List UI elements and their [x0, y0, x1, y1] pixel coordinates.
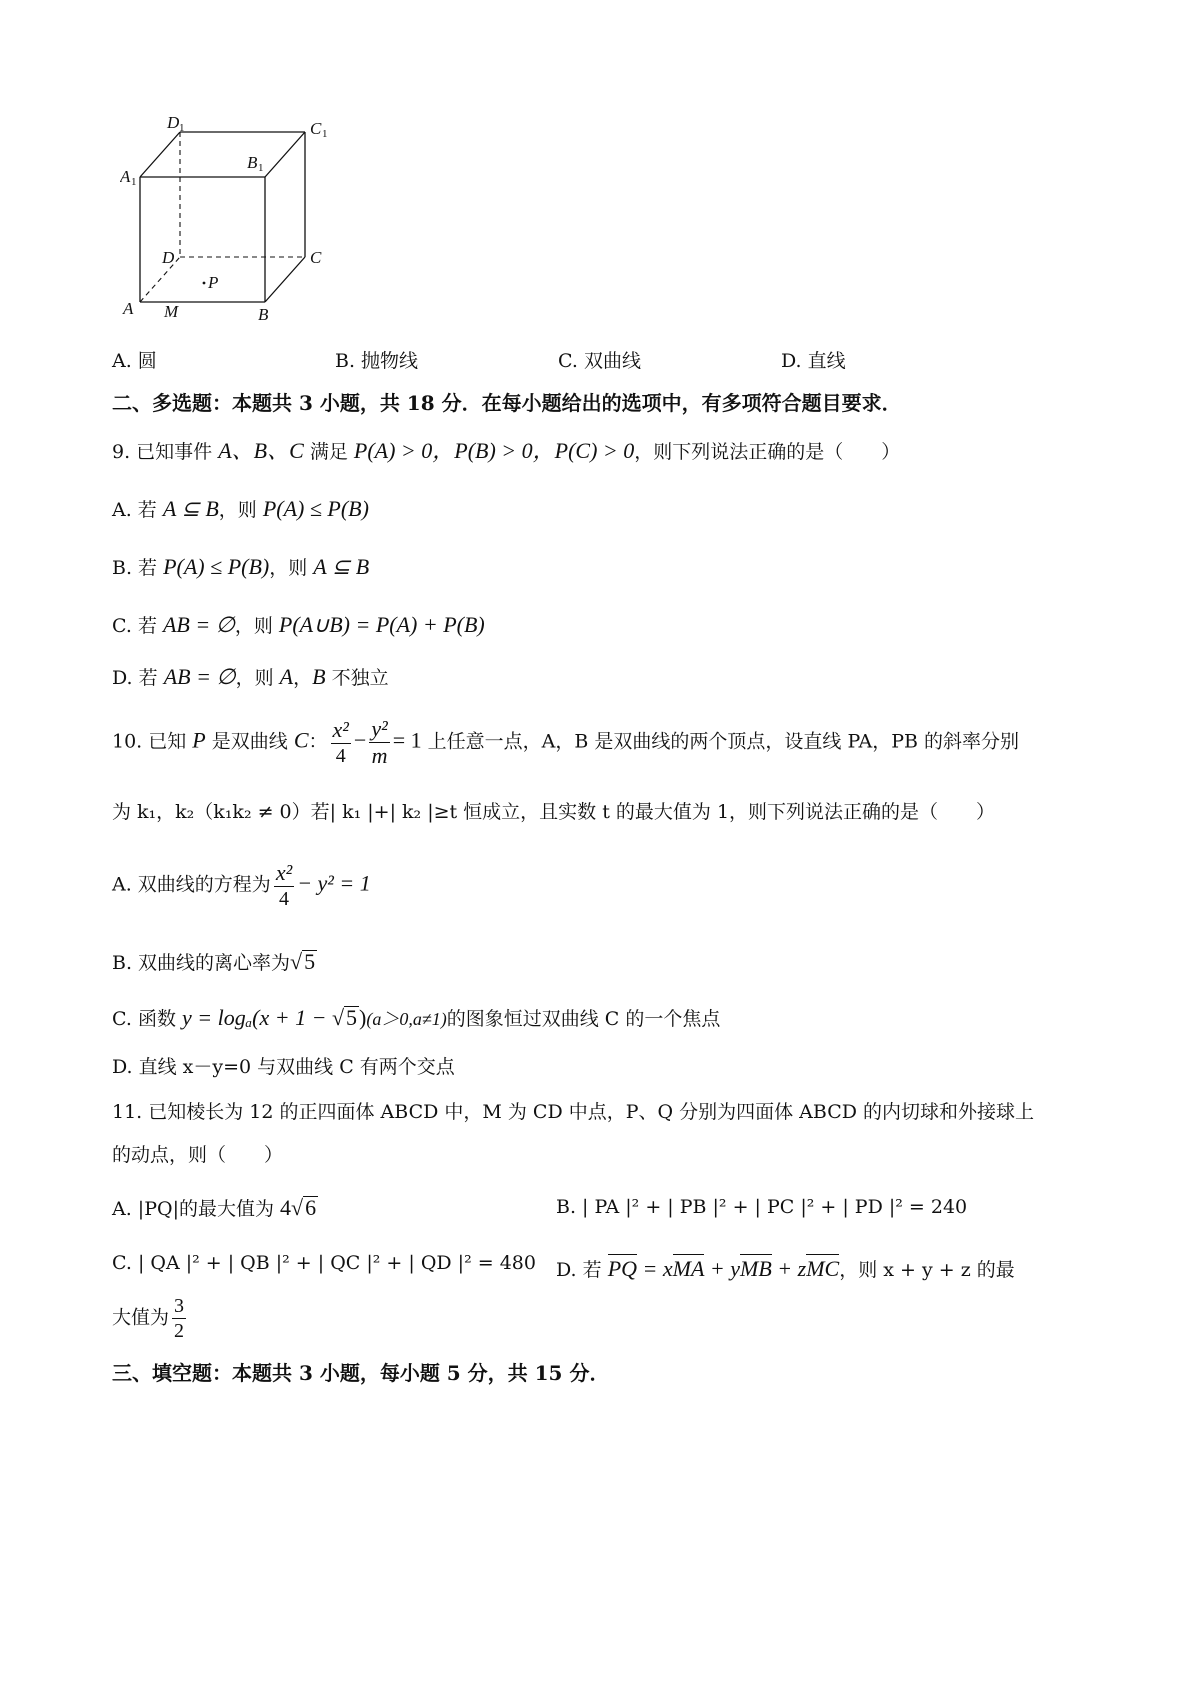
q9-c-math2: P(A∪B) = P(A) + P(B): [278, 612, 485, 637]
q9-b-mid: ，则: [269, 557, 314, 579]
q10-b-label: B. 双曲线的离心率为: [112, 952, 291, 974]
q9-a-label: A. 若: [112, 499, 163, 521]
q9-c-mid: ，则: [234, 615, 279, 637]
q9-b-label: B. 若: [112, 557, 164, 579]
label-d: D: [162, 248, 175, 267]
q10-c-suffix: 的图象恒过双曲线 C 的一个焦点: [446, 1008, 721, 1030]
q11-d-cont: 大值为: [112, 1306, 170, 1329]
q10-stem-line2: 为 k₁，k₂（k₁k₂ ≠ 0）若| k₁ |+| k₂ |≥t 恒成立，且实数 t 的最大值为 1，则下列说法正确的是（ ）: [112, 801, 996, 823]
label-c1: C: [310, 119, 322, 138]
label-d1: D: [167, 113, 180, 132]
q11-stem-line1: 11. 已知棱长为 12 的正四面体 ABCD 中，M 为 CD 中点，P、Q 分别为四面体 ABCD 的内切球和外接球上: [112, 1101, 1035, 1123]
q10-c-radicand: 5: [346, 1005, 358, 1030]
q9-stem-middle: 满足: [303, 441, 354, 463]
q11-option-a: [112, 1196, 318, 1219]
q10-p: P: [192, 727, 206, 753]
q10-mid: 是双曲线: [205, 730, 294, 753]
q10-b-radicand: 5: [304, 949, 316, 974]
q11-d-suffix: ，则 x + y + z 的最: [839, 1259, 1015, 1281]
q11-stem-line2: 的动点，则（ ）: [112, 1144, 284, 1166]
section3-heading: 三、填空题：本题共 3 小题，每小题 5 分，共 15 分．: [112, 1361, 610, 1385]
q10-c-label: C. 函数: [112, 1008, 182, 1030]
q8-option-c: C. 双曲线: [558, 350, 641, 372]
q11-d-vec-ma: MA: [672, 1256, 705, 1281]
q10-prefix: 10. 已知: [112, 730, 193, 753]
label-a1: A: [120, 167, 131, 186]
cube-figure: [120, 110, 370, 350]
q10-c-close: ): [359, 1005, 367, 1030]
label-a: A: [123, 299, 134, 318]
q10-eq1: = 1: [392, 727, 422, 753]
q11-d-vec-mc: MC: [806, 1256, 840, 1281]
sqrt-symbol: √: [331, 1005, 345, 1030]
q11-d-plus2: + z: [771, 1256, 807, 1281]
q9-d-math1: AB = ∅: [163, 664, 236, 689]
q9-stem-suffix: ，则下列说法正确的是（ ）: [634, 441, 901, 463]
q10-suffix: 上任意一点，A，B 是双曲线的两个顶点，设直线 PA，PB 的斜率分别: [421, 730, 1019, 753]
q9-b-math2: A ⊆ B: [313, 554, 370, 579]
q9-option-a: [112, 498, 369, 520]
section2-heading: 二、多选题：本题共 3 小题，共 18 分．在每小题给出的选项中，有多项符合题目要求．: [112, 391, 902, 415]
q10-colon: ：: [308, 730, 328, 753]
q9-a-mid: ，则: [218, 499, 263, 521]
q9-d-math2: A: [279, 664, 294, 689]
q10-option-c: [112, 1006, 720, 1029]
q9-option-c: [112, 614, 485, 636]
q11-option-b: B. | PA |² + | PB |² + | PC |² + | PD |² = 240: [556, 1196, 968, 1218]
q10-option-b: [112, 950, 317, 973]
q9-d-math3: B: [312, 664, 326, 689]
q11-d-frac: [172, 1296, 186, 1341]
q11-a-radicand: 6: [305, 1195, 317, 1220]
q10-a-frac: [274, 862, 294, 909]
sqrt-symbol: √: [291, 1195, 304, 1220]
q9-a-math2: P(A) ≤ P(B): [262, 496, 369, 521]
label-p: P: [208, 273, 219, 292]
q11-option-c: C. | QA |² + | QB |² + | QC |² + | QD |² = 480: [112, 1252, 536, 1274]
label-b1: B: [247, 153, 258, 172]
q10-c-math: y = logₐ(x + 1 −: [181, 1005, 332, 1030]
q9-c-label: C. 若: [112, 615, 163, 637]
q9-stem-events: A、B、C: [218, 438, 304, 463]
q10-frac2-den: m: [371, 743, 388, 768]
q9-d-sep: ，: [293, 667, 313, 689]
q8-option-b: B. 抛物线: [335, 350, 419, 372]
q10-a-frac-num: x²: [275, 860, 293, 885]
q9-d-suffix: 不独立: [325, 667, 389, 689]
q9-stem-prefix: 9. 已知事件: [112, 441, 219, 463]
q8-option-a: A. 圆: [112, 350, 157, 372]
q10-frac2: [369, 718, 389, 767]
label-m: M: [164, 302, 179, 321]
q11-d-plus1: + y: [704, 1256, 741, 1281]
q11-option-d-cont: [112, 1296, 189, 1341]
q9-a-math1: A ⊆ B: [162, 496, 219, 521]
q10-c: C: [293, 727, 309, 753]
q10-frac1: [331, 719, 351, 766]
q9-c-math1: AB = ∅: [162, 612, 235, 637]
sqrt-symbol: √: [290, 949, 303, 974]
q9-stem-cond: P(A) > 0，P(B) > 0，P(C) > 0: [353, 438, 635, 463]
q9-option-b: [112, 556, 369, 578]
label-b: B: [258, 305, 269, 324]
label-c1-sub: 1: [322, 128, 328, 140]
point-p-dot: [203, 282, 206, 285]
q8-option-d: D. 直线: [781, 350, 846, 372]
q10-a-rest: − y² = 1: [297, 870, 371, 896]
label-b1-sub: 1: [258, 162, 264, 174]
q10-minus: −: [353, 727, 367, 753]
q11-a-coef: 4: [280, 1195, 292, 1220]
q11-d-vec-mb: MB: [740, 1256, 772, 1281]
q9-option-d: [112, 666, 389, 688]
q11-option-d: [556, 1254, 1015, 1282]
q10-c-cond: (a＞0,a≠1): [366, 1009, 447, 1029]
label-c: C: [310, 248, 322, 267]
q9-stem: [112, 440, 900, 462]
q10-stem-line1: [112, 718, 1019, 767]
q10-a-frac-den: 4: [279, 888, 289, 910]
q11-d-frac-num: 3: [174, 1295, 185, 1317]
label-d1-sub: 1: [179, 122, 185, 134]
q11-d-vec-pq: PQ: [607, 1256, 638, 1281]
q10-option-d: D. 直线 x－y=0 与双曲线 C 有两个交点: [112, 1056, 455, 1078]
q11-a-label: A. |PQ|的最大值为: [112, 1198, 281, 1220]
q9-d-mid: ，则: [235, 667, 280, 689]
q11-d-label: D. 若: [556, 1259, 608, 1281]
q10-frac1-den: 4: [335, 745, 346, 767]
q10-a-label: A. 双曲线的方程为: [112, 873, 271, 896]
q11-d-eq: = x: [637, 1256, 673, 1281]
q9-b-math1: P(A) ≤ P(B): [163, 554, 270, 579]
label-a1-sub: 1: [131, 176, 137, 188]
q11-d-frac-den: 2: [174, 1320, 185, 1342]
q10-frac2-num: y²: [371, 716, 388, 741]
q9-d-label: D. 若: [112, 667, 164, 689]
q10-option-a: [112, 862, 371, 909]
q10-frac1-num: x²: [332, 717, 349, 742]
